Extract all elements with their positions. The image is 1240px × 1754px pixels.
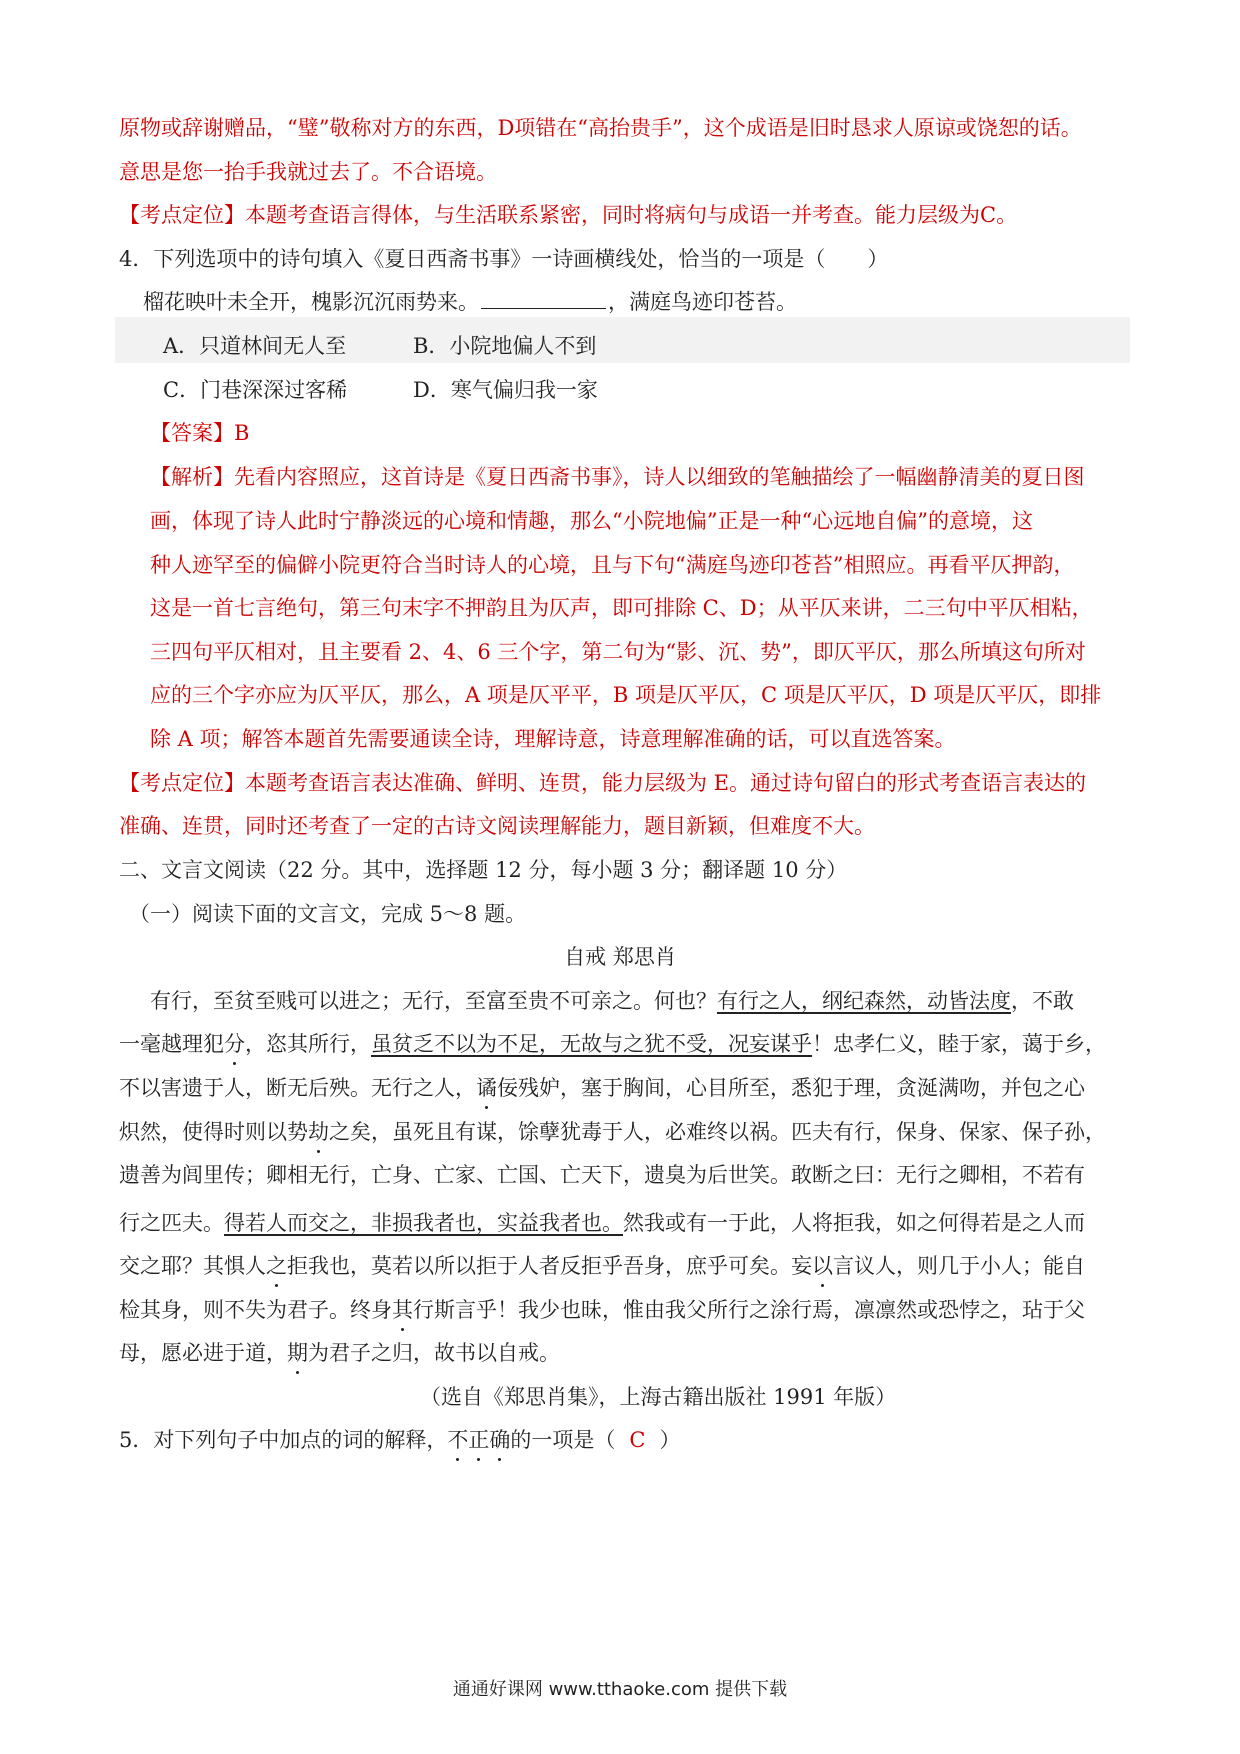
analysis-line-6: 应的三个字亦应为仄平仄，那么，A 项是仄平平，B 项是仄平仄，C 项是仄平仄，D 项是仄平仄，即排	[150, 683, 1102, 707]
analysis-text: 先看内容照应，这首诗是《夏日西斋书事》，诗人以细致的笔触描绘了一幅幽静清美的夏日图	[234, 465, 1085, 489]
dotted-word: 劫	[308, 1120, 329, 1144]
poem-blank	[481, 290, 606, 309]
kaodian-text: 本题考查语言得体，与生活联系紧密，同时将病句与成语一并考查。能力层级为C。	[245, 203, 1018, 227]
text-run: 有行，至贫至贱可以进之；无行，至富至贵不可亲之。何也？	[150, 989, 717, 1013]
text-run: 拒我也，莫若以所以拒于人者反拒乎吾身，庶乎可矣。妄	[287, 1254, 812, 1278]
footer-text[interactable]: 通通好课网 www.tthaoke.com 提供下载	[452, 1679, 788, 1700]
underlined-sentence: 得若人而交之，非损我者也，实益我者也。	[224, 1211, 623, 1235]
dotted-word: 确	[489, 1428, 511, 1452]
continuation-line-2: 意思是您一抬手我就过去了。不合语境。	[119, 160, 497, 184]
q4-option-b: B．小院地偏人不到	[413, 334, 597, 358]
q4-answer	[150, 418, 1130, 448]
text-run: 不以害遗于人，断无后殃。无行之人，	[119, 1076, 476, 1100]
text-run: ！忠孝仁义，睦于家，蔼于乡，	[812, 1032, 1106, 1056]
q4-kaodian-2: 准确、连贯，同时还考查了一定的古诗文阅读理解能力，题目新颖，但难度不大。	[119, 814, 875, 838]
passage-line-8	[119, 1295, 1129, 1325]
kaodian-text: 本题考查语言表达准确、鲜明、连贯，能力层级为 E。通过诗句留白的形式考查语言表达的	[245, 771, 1087, 795]
analysis-line-5: 三四句平仄相对，且主要看 2、4、6 三个字，第二句为“影、沉、势”，即仄平仄，那么所填这句所对	[150, 640, 1086, 664]
passage-line-7	[119, 1251, 1129, 1281]
kaodian-tag: 【考点定位】	[119, 203, 245, 227]
q4-option-d: D．寒气偏归我一家	[413, 378, 598, 402]
poem-after: ，满庭鸟迹印苍苔。	[608, 290, 797, 314]
analysis-line-7: 除 A 项；解答本题首先需要通读全诗，理解诗意，诗意理解准确的话，可以直选答案。	[150, 727, 956, 751]
passage-line-2	[119, 1029, 1129, 1059]
analysis-line-1	[150, 462, 1130, 492]
text-run: 5．对下列句子中加点的词的解释，	[119, 1428, 448, 1452]
passage-title: 自戒 郑思肖	[564, 945, 676, 969]
underlined-sentence: 虽贫乏不以为不足，无故与之犹不受，况妄谋乎	[371, 1032, 812, 1056]
section-sub: （一）阅读下面的文言文，完成 5～8 题。	[129, 902, 527, 926]
analysis-line-4: 这是一首七言绝句，第三句末字不押韵且为仄声，即可排除 C、D；从平仄来讲，二三句中平仄相粘，	[150, 596, 1093, 620]
text-run: 行之匹夫。	[119, 1211, 224, 1235]
underlined-sentence: 有行之人，纲纪森然，动皆法度	[717, 989, 1011, 1013]
q5-answer: C	[629, 1428, 646, 1452]
kaodian-tag: 【考点定位】	[119, 771, 245, 795]
passage-line-3	[119, 1073, 1129, 1103]
analysis-tag: 【解析】	[150, 465, 234, 489]
dotted-word: 以	[812, 1254, 833, 1278]
dotted-word: 不	[447, 1428, 469, 1452]
text-run: 为君子之归，故书以自戒。	[308, 1341, 560, 1365]
text-run: 母，愿必进于道，	[119, 1341, 287, 1365]
passage-line-9	[119, 1338, 1129, 1368]
analysis-line-3: 种人迹罕至的偏僻小院更符合当时诗人的心境，且与下句“满庭鸟迹印苍苔”相照应。再看平仄押韵，	[150, 553, 1075, 577]
q4-kaodian-1	[119, 768, 1129, 798]
passage-line-1	[150, 986, 1160, 1016]
analysis-line-2: 画，体现了诗人此时宁静淡远的心境和情趣，那么“小院地偏”正是一种“心远地自偏”的意境，这	[150, 509, 1033, 533]
q5-stem	[119, 1425, 1129, 1455]
text-run: 然我或有一于此，人将拒我，如之何得若是之人而	[623, 1211, 1085, 1235]
poem-line	[143, 287, 1153, 317]
passage-line-5: 遗善为闾里传；卿相无行，亡身、亡家、亡国、亡天下，遗臭为后世笑。敢断之曰：无行之卿相，不若有	[119, 1163, 1085, 1187]
text-run: 交之耶？其惧人	[119, 1254, 266, 1278]
dotted-word: 谲	[476, 1076, 497, 1100]
q4-stem: 4．下列选项中的诗句填入《夏日西斋书事》一诗画横线处，恰当的一项是（ ）	[119, 247, 889, 271]
text-run: 行斯言乎！我少也昧，惟由我父所行之涂行焉，凛凛然或恐悖之，玷于父	[413, 1298, 1085, 1322]
continuation-line-1: 原物或辞谢赠品，“璧”敬称对方的东西，D项错在“高抬贵手”，这个成语是旧时恳求人原谅或饶恕的话。	[119, 116, 1082, 140]
text-run: 的一项是（	[510, 1428, 616, 1452]
dotted-word: 正	[468, 1428, 490, 1452]
section-heading: 二、文言文阅读（22 分。其中，选择题 12 分，每小题 3 分；翻译题 10 分）	[119, 858, 848, 882]
answer-tag: 【答案】	[150, 421, 234, 445]
text-run: ，不敢	[1011, 989, 1074, 1013]
passage-line-4	[119, 1117, 1129, 1147]
dotted-word: 其	[392, 1298, 413, 1322]
passage-line-6	[119, 1208, 1129, 1238]
dotted-word: 分	[224, 1032, 245, 1056]
passage-source: （选自《郑思肖集》，上海古籍出版社 1991 年版）	[420, 1385, 897, 1409]
answer-value: B	[234, 421, 250, 445]
text-run: 言议人，则几于小人；能自	[833, 1254, 1085, 1278]
text-run: ，恣其所行，	[245, 1032, 371, 1056]
q4-option-c: C．门巷深深过客稀	[163, 378, 348, 402]
kaodian-1	[119, 200, 1129, 230]
text-run: ）	[659, 1428, 681, 1452]
text-run: 佞残妒，塞于胸间，心目所至，悉犯于理，贪涎满吻，并包之心	[497, 1076, 1085, 1100]
poem-before: 榴花映叶未全开，槐影沉沉雨势来。	[143, 290, 479, 314]
text-run: 之矣，虽死且有谋，馀孽犹毒于人，必难终以祸。匹夫有行，保身、保家、保子孙，	[329, 1120, 1106, 1144]
q4-option-a: A．只道林间无人至	[163, 334, 347, 358]
dotted-word: 之	[266, 1254, 287, 1278]
text-run: 一毫越理犯	[119, 1032, 224, 1056]
text-run: 炽然，使得时则以势	[119, 1120, 308, 1144]
dotted-word: 期	[287, 1341, 308, 1365]
text-run: 检其身，则不失为君子。终身	[119, 1298, 392, 1322]
